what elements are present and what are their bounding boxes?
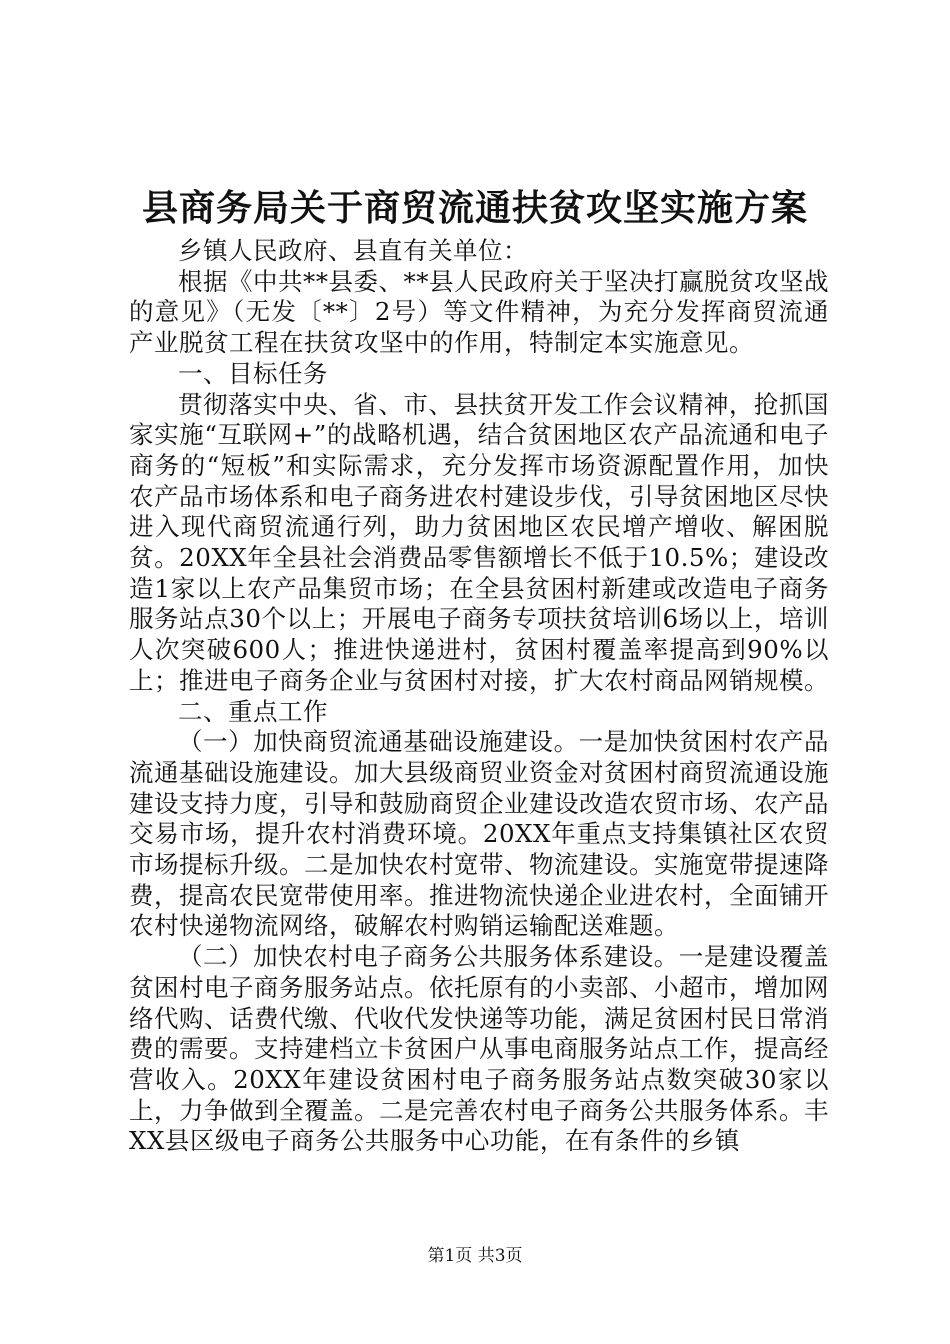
- goals-paragraph: 贯彻落实中央、省、市、县扶贫开发工作会议精神，抢抓国家实施“互联网+”的战略机遇，结合贫困地区农产品流通和电子商务的“短板”和实际需求，充分发挥市场资源配置作用，加快农产品市场体系和电子商务进农村建设步伐，引导贫困地区尽快进入现代商贸流通行列，助力贫困地区农民增产增收、解困脱贫。20XX年全县社会消费品零售额增长不低于10.5%；建设改造1家以上农产品集贸市场；在全县贫困村新建或改造电子商务服务站点30个以上；开展电子商务专项扶贫培训6场以上，培训人次突破600人；推进快递进村，贫困村覆盖率提高到90%以上；推进电子商务企业与贫困村对接，扩大农村商品网销规模。: [129, 389, 829, 695]
- section-heading-key-work: 二、重点工作: [178, 696, 328, 726]
- document-body: [129, 236, 829, 1157]
- section-heading-goals: 一、目标任务: [178, 358, 328, 388]
- salutation-paragraph: 乡镇人民政府、县直有关单位：: [178, 236, 528, 265]
- document-title: 县商务局关于商贸流通扶贫攻坚实施方案: [141, 187, 808, 229]
- key-work-paragraph-2: （二）加快农村电子商务公共服务体系建设。一是建设覆盖贫困村电子商务服务站点。依托原有的小卖部、小超市，增加网络代购、话费代缴、代收代发快递等功能，满足贫困村民日常消费的需要。支持建档立卡贫困户从事电商服务站点工作，提高经营收入。20XX年建设贫困村电子商务服务站点数突破30家以上，力争做到全覆盖。二是完善农村电子商务公共服务体系。丰XX县区级电子商务公共服务中心功能，在有条件的乡镇: [129, 942, 829, 1156]
- key-work-paragraph-1: （一）加快商贸流通基础设施建设。一是加快贫困村农产品流通基础设施建设。加大县级商贸业资金对贫困村商贸流通设施建设支持力度，引导和鼓励商贸企业建设改造农贸市场、农产品交易市场，提升农村消费环境。20XX年重点支持集镇社区农贸市场提标升级。二是加快农村宽带、物流建设。实施宽带提速降费，提高农民宽带使用率。推进物流快递企业进农村，全面铺开农村快递物流网络，破解农村购销运输配送难题。: [129, 727, 829, 941]
- intro-paragraph: 根据《中共**县委、**县人民政府关于坚决打赢脱贫攻坚战的意见》（无发〔**〕2号）等文件精神，为充分发挥商贸流通产业脱贫工程在扶贫攻坚中的作用，特制定本实施意见。: [129, 266, 829, 358]
- page-number-footer: 第1页 共3页: [427, 1246, 523, 1266]
